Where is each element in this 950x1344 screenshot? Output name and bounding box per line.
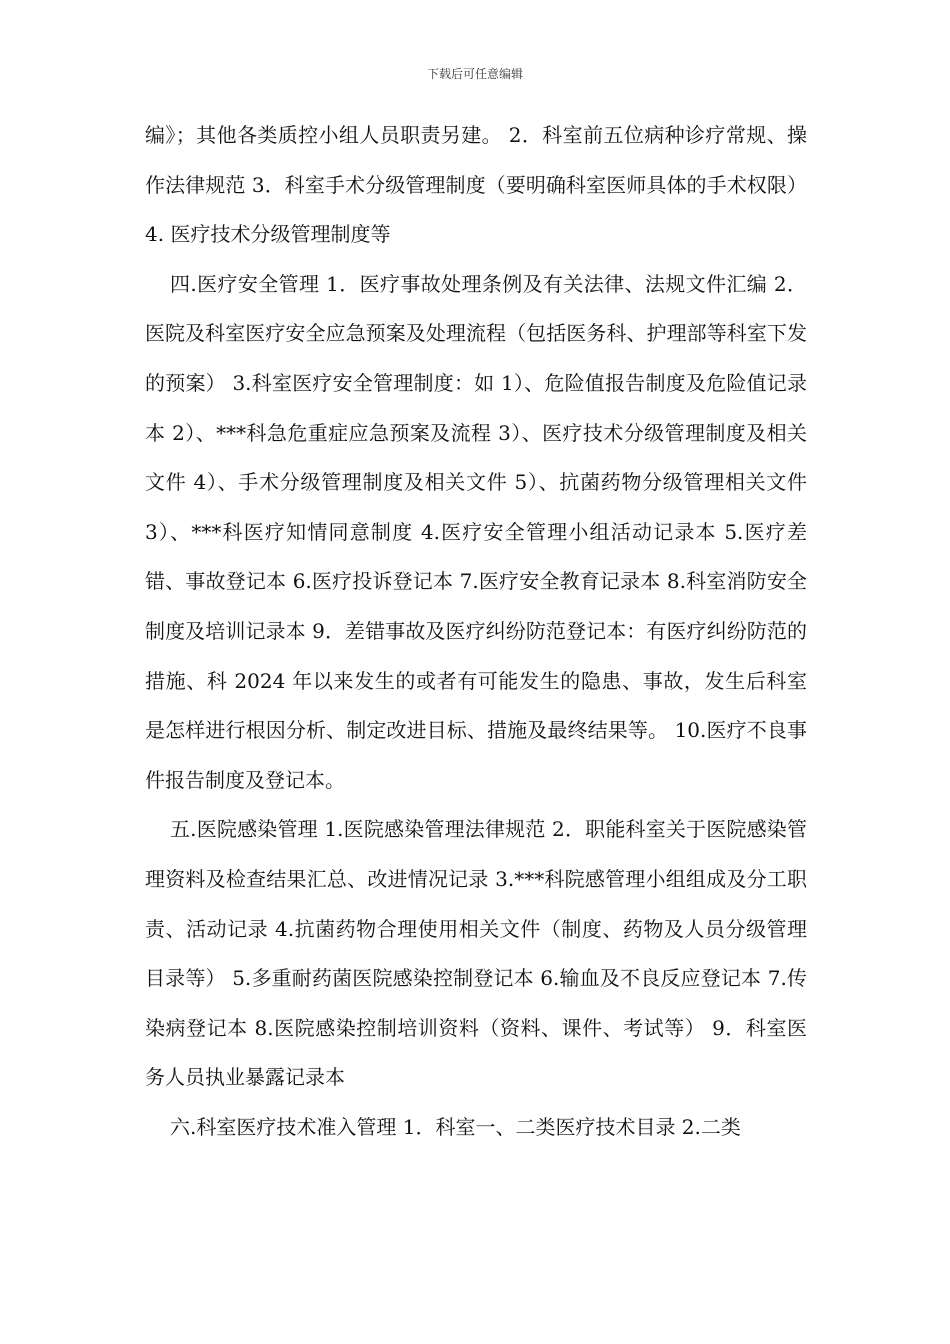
paragraph-continuation: 编》；其他各类质控小组人员职责另建。 2．科室前五位病种诊疗常规、操作法律规范 3．科室手术分级管理制度（要明确科室医师具体的手术权限） 4. 医疗技术分级管理制度等 (145, 123, 807, 247)
page-header-note: 下载后可任意编辑 (426, 67, 523, 81)
document-body (145, 111, 807, 1152)
paragraph-technology-access: 六.科室医疗技术准入管理 1．科室一、二类医疗技术目录 2.二类 (170, 1114, 741, 1139)
paragraph-infection-control: 五.医院感染管理 1.医院感染管理法律规范 2．职能科室关于医院感染管理资料及检查结果汇总、改进情况记录 3.***科院感管理小组组成及分工职责、活动记录 4.抗菌药物合理使用相关文件（制度、药物及人员分级管理目录等） 5.多重耐药菌医院感染控制登记本 6.输血及不良反应登记本 7.传染病登记本 8.医院感染控制培训资料（资料、课件、考试等） 9．科室医务人员执业暴露记录本 (145, 817, 807, 1090)
paragraph-medical-safety: 四.医疗安全管理 1．医疗事故处理条例及有关法律、法规文件汇编 2．医院及科室医疗安全应急预案及处理流程（包括医务科、护理部等科室下发的预案） 3.科室医疗安全管理制度：如 1）、危险值报告制度及危险值记录本 2）、***科急危重症应急预案及流程 3）、医疗技术分级管理制度及相关文件 4）、手术分级管理制度及相关文件 5）、抗菌药物分级管理相关文件 3）、***科医疗知情同意制度 4.医疗安全管理小组活动记录本 5.医疗差错、事故登记本 6.医疗投诉登记本 7.医疗安全教育记录本 8.科室消防安全制度及培训记录本 9．差错事故及医疗纠纷防范登记本：有医疗纠纷防范的措施、科 2024 年以来发生的或者有可能发生的隐患、事故，发生后科室是怎样进行根因分析、制定改进目标、措施及最终结果等。 10.医疗不良事件报告制度及登记本。 (145, 271, 807, 792)
